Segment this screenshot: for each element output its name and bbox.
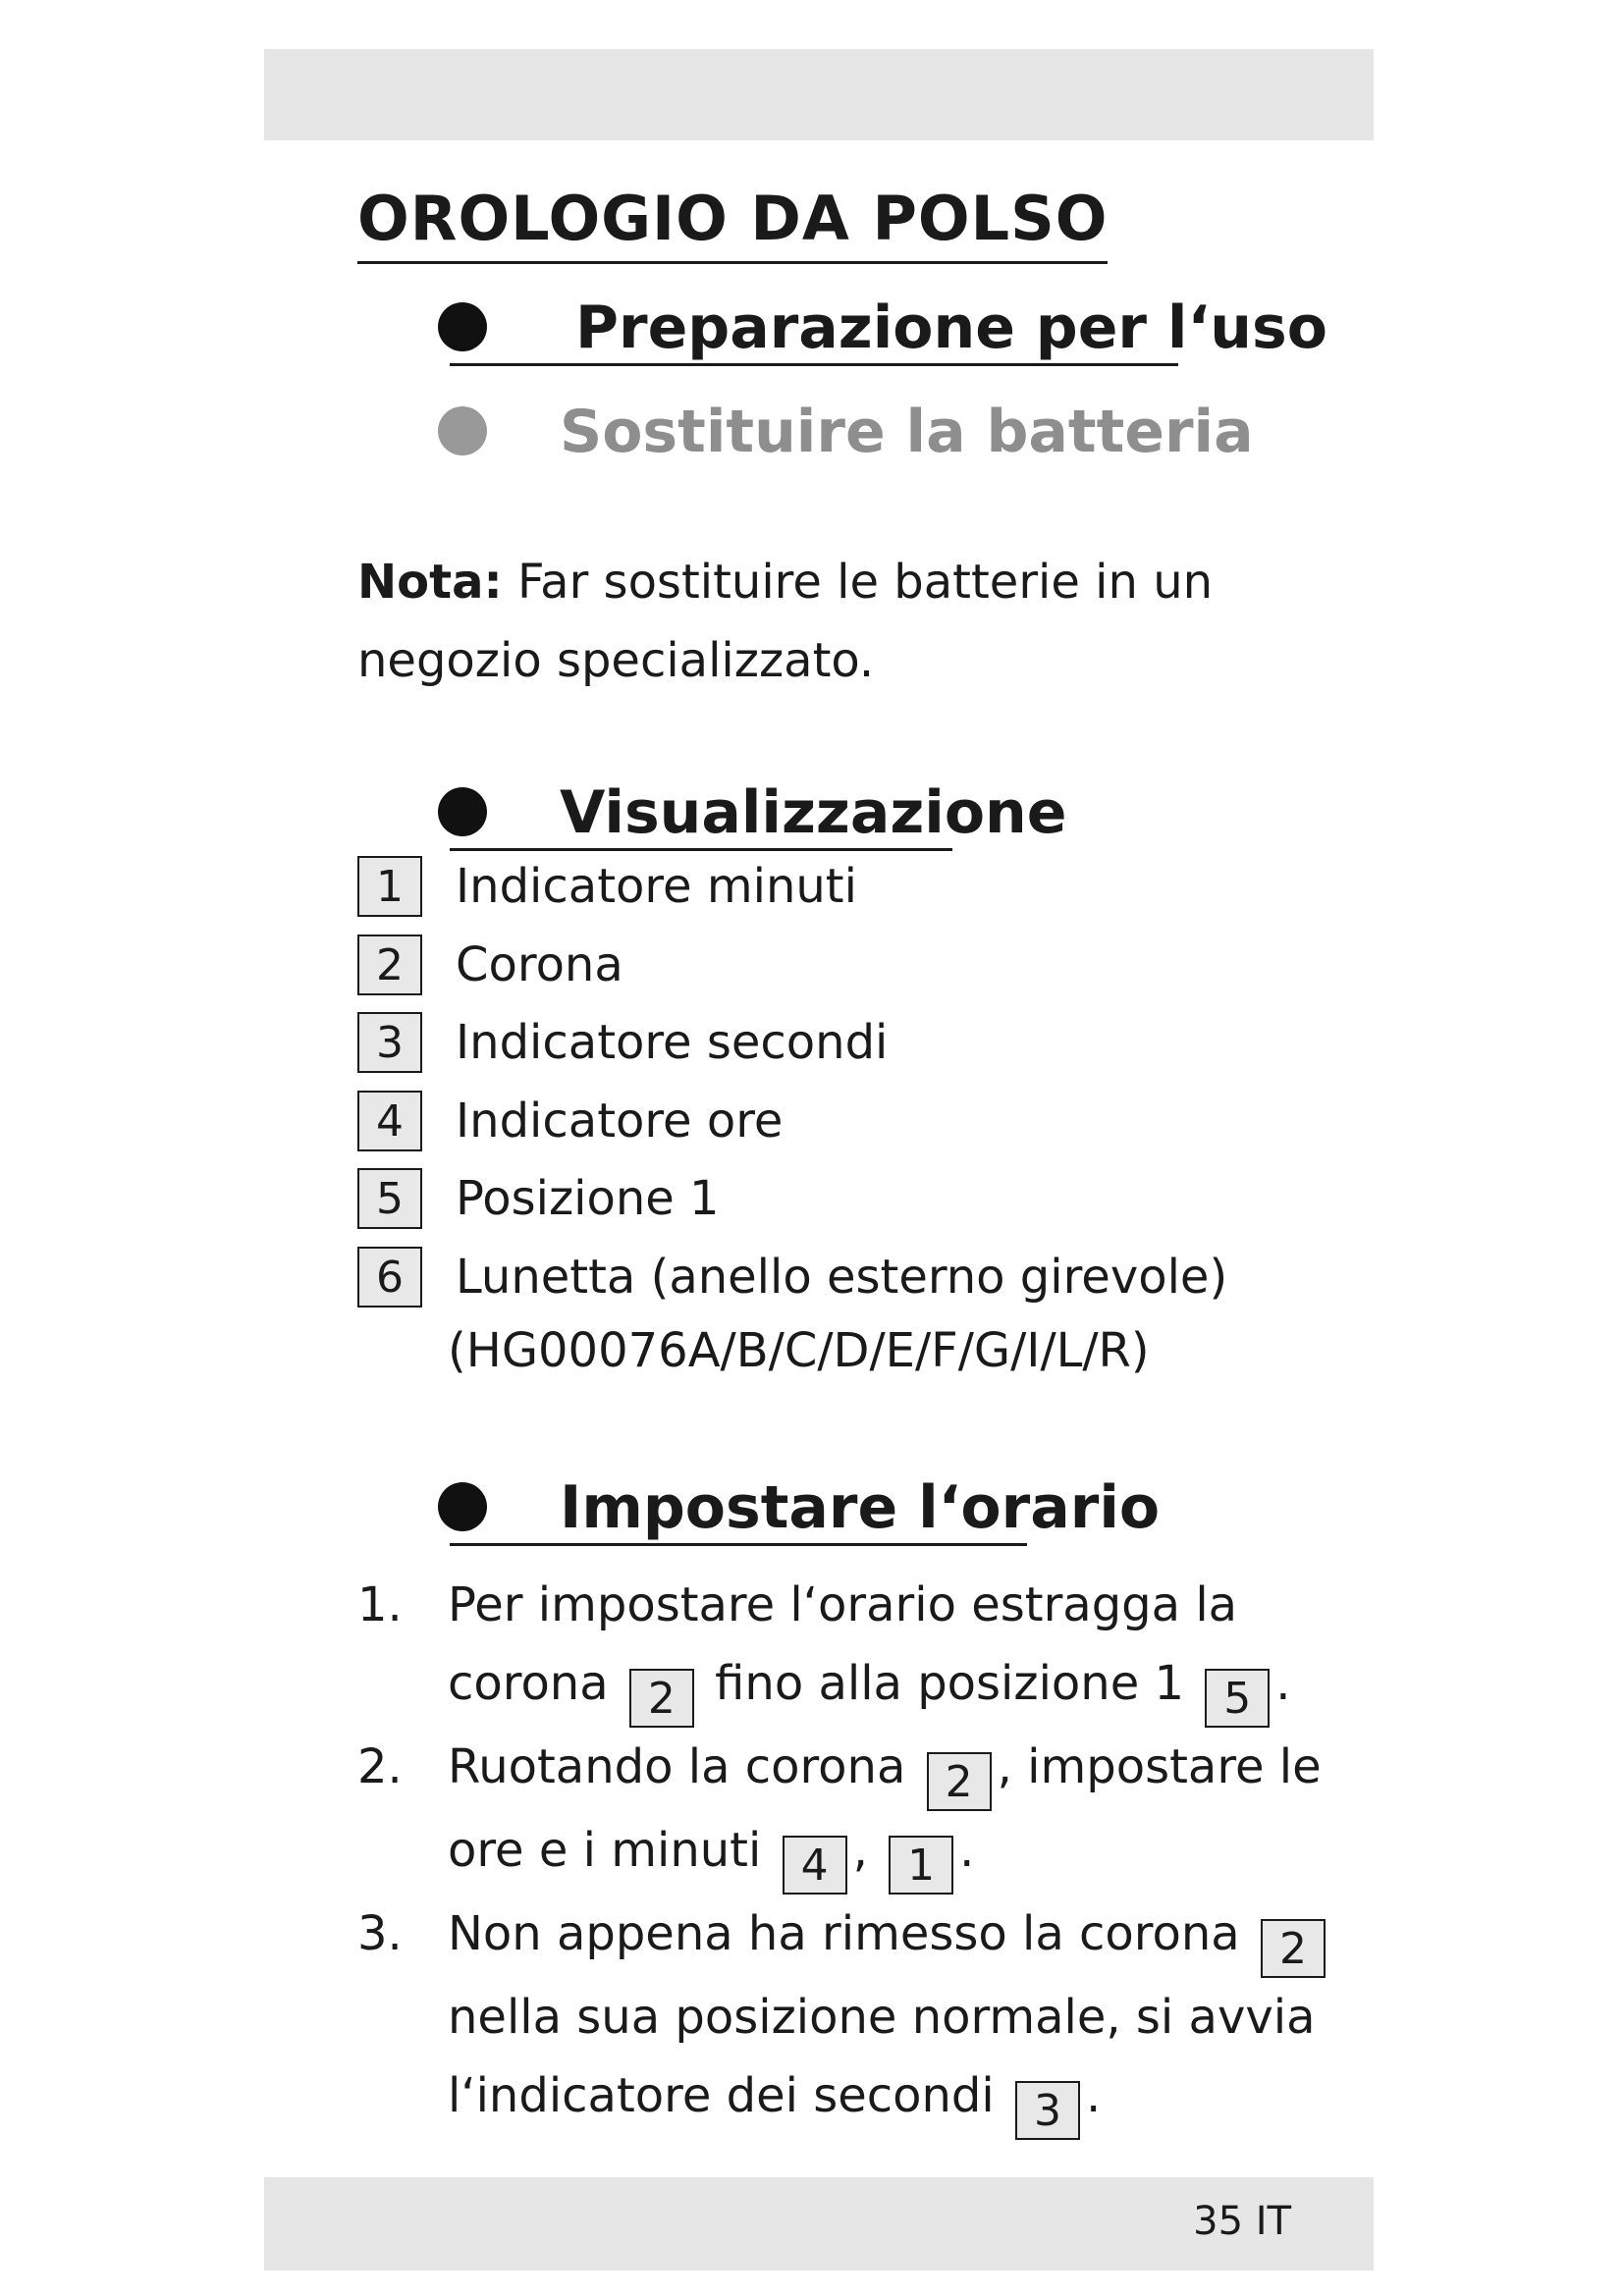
number-box: 3 <box>357 1012 422 1073</box>
note-label: Nota: <box>357 555 503 610</box>
bullet-icon <box>438 406 487 455</box>
reference-box: 2 <box>629 1669 694 1728</box>
step-text: Ruotando la corona <box>448 1739 921 1794</box>
step-text: . <box>1086 2068 1102 2123</box>
step-item <box>357 1728 1388 1895</box>
section-heading-sostituire: Sostituire la batteria <box>560 398 1254 466</box>
section-heading-impostare: Impostare l‘orario <box>560 1473 1161 1542</box>
legend-item <box>357 1091 784 1151</box>
step-text: Non appena ha rimesso la corona <box>448 1906 1255 1961</box>
step-number: 2. <box>357 1739 403 1794</box>
step-text: Per impostare l‘orario estragga la corona <box>448 1577 1238 1711</box>
step-text: , impostare le ore e i minuti <box>448 1739 1322 1878</box>
legend-item <box>357 934 623 995</box>
step-text: . <box>959 1823 975 1878</box>
step-number: 1. <box>357 1577 403 1632</box>
reference-box: 3 <box>1015 2081 1080 2140</box>
number-box: 1 <box>357 856 422 917</box>
number-box: 4 <box>357 1091 422 1151</box>
reference-box: 4 <box>783 1836 847 1895</box>
note-text: Far sostituire le batterie in un negozio specializzato. <box>357 555 1214 688</box>
reference-box: 2 <box>927 1752 992 1811</box>
footer-band <box>264 2177 1374 2270</box>
step-item <box>357 1895 1388 2140</box>
step-number: 3. <box>357 1906 403 1961</box>
legend-item <box>357 1012 889 1073</box>
reference-box: 5 <box>1205 1669 1270 1728</box>
legend-label: Indicatore ore <box>456 1094 784 1148</box>
legend-label: Indicatore secondi <box>456 1015 889 1070</box>
legend-item <box>357 856 857 917</box>
section-heading-preparazione: Preparazione per l‘uso <box>575 294 1327 362</box>
heading-underline <box>450 363 1178 366</box>
header-band <box>264 49 1374 140</box>
number-box: 2 <box>357 934 422 995</box>
step-text: fino alla posizione 1 <box>699 1656 1200 1711</box>
heading-underline <box>450 848 952 851</box>
step-text: , <box>852 1823 884 1878</box>
step-item <box>357 1566 1388 1728</box>
bullet-icon <box>438 787 487 836</box>
legend-item <box>357 1168 720 1229</box>
legend-label: Corona <box>456 937 623 992</box>
page-title: OROLOGIO DA POLSO <box>357 188 1108 264</box>
section-heading-visualizzazione: Visualizzazione <box>560 778 1067 847</box>
reference-box: 1 <box>889 1836 953 1895</box>
heading-underline <box>450 1543 1027 1546</box>
bullet-icon <box>438 302 487 351</box>
page-number: 35 IT <box>1193 2199 1291 2244</box>
note-paragraph <box>357 543 1241 700</box>
legend-label: Posizione 1 <box>456 1171 720 1226</box>
bullet-icon <box>438 1482 487 1531</box>
number-box: 5 <box>357 1168 422 1229</box>
reference-box: 2 <box>1261 1919 1326 1978</box>
legend-label: Lunetta (anello esterno girevole) <box>456 1250 1228 1305</box>
number-box: 6 <box>357 1247 422 1308</box>
legend-label: Indicatore minuti <box>456 859 857 914</box>
steps-list <box>357 1566 1388 2140</box>
step-text: nella sua posizione normale, si avvia l‘indicatore dei secondi <box>448 1990 1316 2123</box>
legend-item <box>357 1247 1228 1308</box>
model-codes: (HG00076A/B/C/D/E/F/G/I/L/R) <box>448 1323 1150 1378</box>
step-text: . <box>1275 1656 1291 1711</box>
